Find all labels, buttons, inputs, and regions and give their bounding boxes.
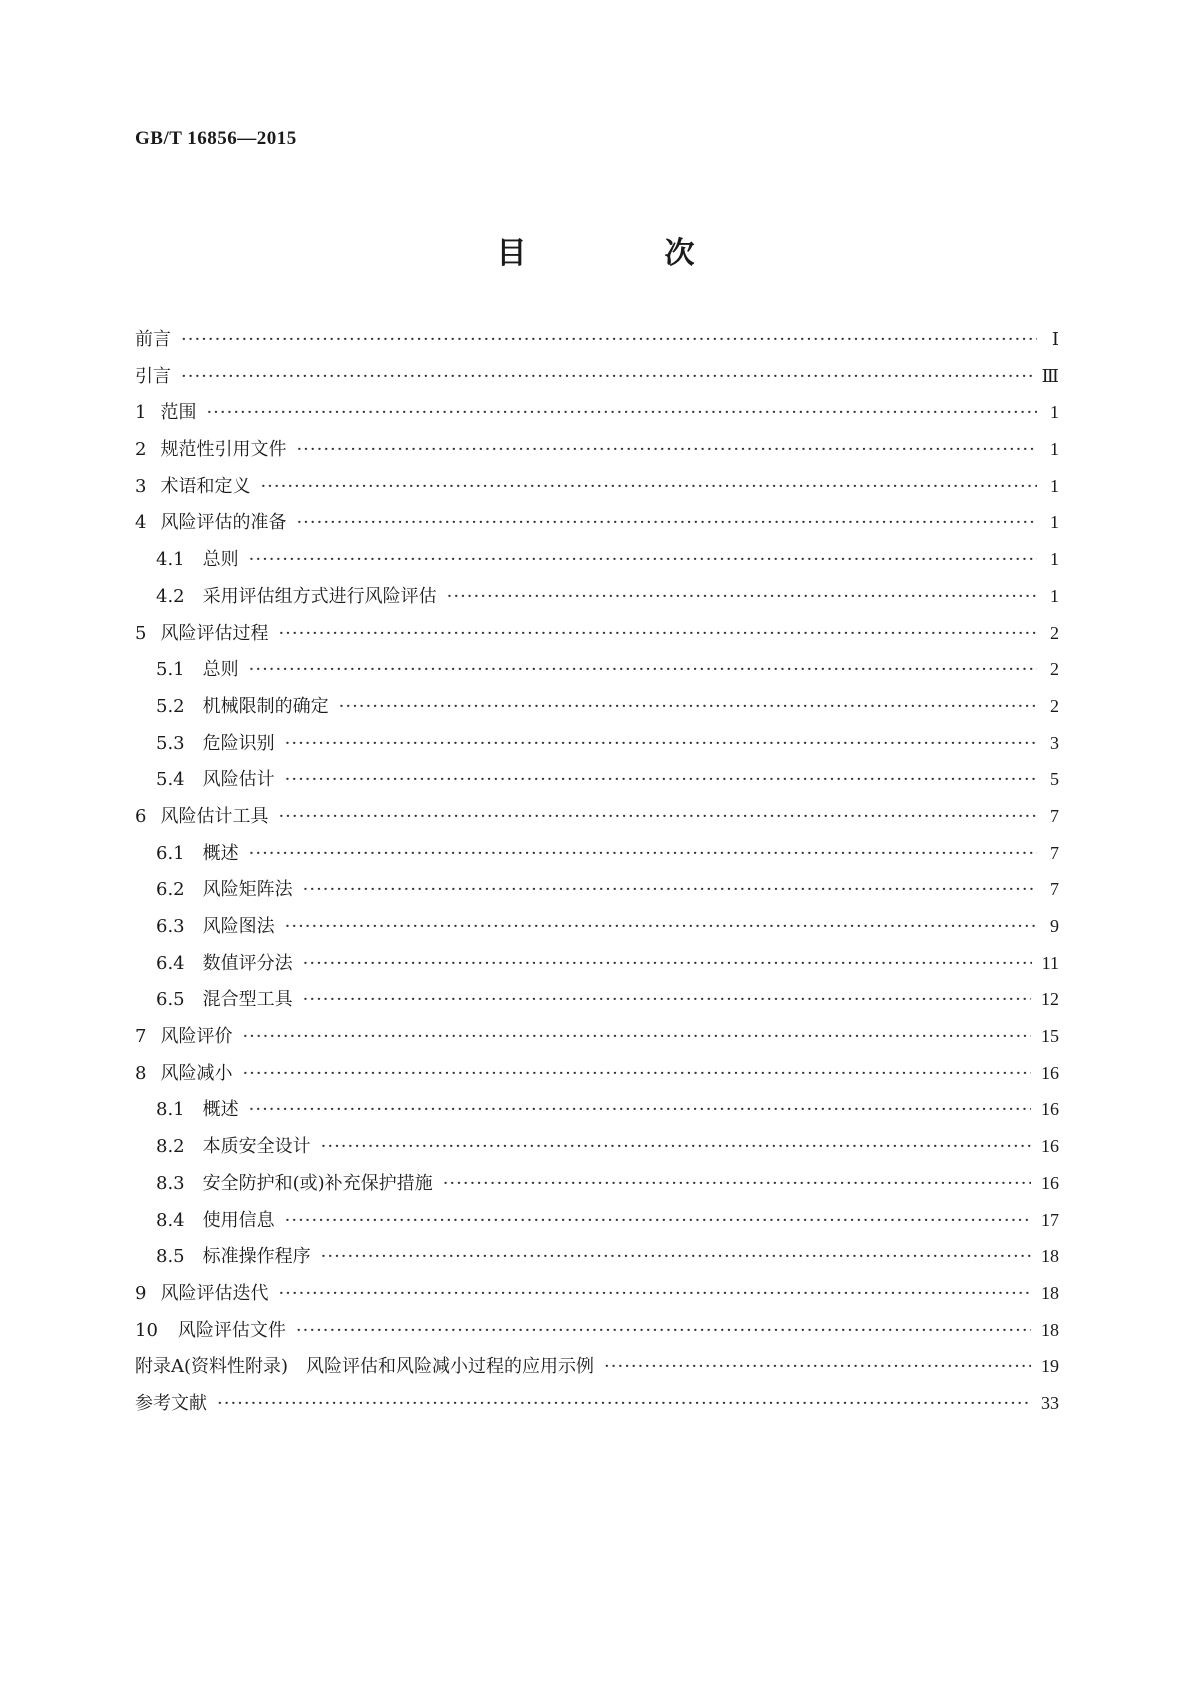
toc-leader-dots bbox=[242, 1063, 1031, 1084]
toc-entry-text: 范围 bbox=[160, 402, 197, 424]
toc-entry[interactable] bbox=[135, 362, 1059, 399]
toc-entry-number: 8.5 bbox=[156, 1246, 185, 1268]
toc-leader-dots bbox=[181, 329, 1037, 350]
toc-entry-text: 附录A(资料性附录) 风险评估和风险减小过程的应用示例 bbox=[135, 1356, 595, 1378]
toc-entry-page: 5 bbox=[1050, 769, 1059, 790]
toc-entry-label bbox=[156, 655, 239, 681]
toc-entry[interactable] bbox=[135, 985, 1059, 1022]
toc-entry-number: 4.1 bbox=[156, 549, 185, 571]
toc-entry-number: 5.4 bbox=[156, 769, 185, 791]
toc-leader-dots bbox=[278, 623, 1037, 644]
toc-entry-label bbox=[156, 765, 275, 791]
toc-entry-page: Ⅰ bbox=[1051, 329, 1059, 349]
toc-entry-label bbox=[156, 949, 293, 975]
toc-entry-page: Ⅲ bbox=[1041, 365, 1059, 386]
toc-entry-page: 1 bbox=[1050, 585, 1059, 606]
toc-entry-text: 机械限制的确定 bbox=[202, 695, 329, 717]
toc-entry-label bbox=[135, 1279, 268, 1305]
toc-entry-number: 9 bbox=[135, 1282, 147, 1304]
toc-entry-number: 6.2 bbox=[156, 879, 185, 901]
toc-entry-label bbox=[135, 1352, 594, 1378]
toc-entry-page: 2 bbox=[1050, 695, 1059, 716]
toc-entry-label bbox=[135, 1316, 286, 1342]
toc-entry-page: 7 bbox=[1050, 842, 1059, 863]
toc-entry-label bbox=[156, 692, 329, 718]
toc-leader-dots bbox=[249, 843, 1037, 864]
toc-leader-dots bbox=[296, 512, 1037, 533]
toc-entry-label bbox=[135, 472, 250, 498]
toc-leader-dots bbox=[217, 1393, 1031, 1414]
toc-entry-number: 10 bbox=[135, 1319, 158, 1341]
toc-leader-dots bbox=[249, 1099, 1031, 1120]
toc-entry[interactable] bbox=[135, 1169, 1059, 1206]
toc-leader-dots bbox=[443, 1173, 1031, 1194]
toc-entry-label bbox=[135, 1022, 232, 1048]
toc-leader-dots bbox=[278, 806, 1037, 827]
toc-entry-label bbox=[156, 912, 275, 938]
toc-entry-text: 风险评估文件 bbox=[177, 1319, 286, 1341]
toc-entry-text: 混合型工具 bbox=[202, 989, 293, 1011]
toc-leader-dots bbox=[296, 1320, 1031, 1341]
toc-entry-label bbox=[135, 435, 286, 461]
toc-entry-page: 16 bbox=[1041, 1172, 1059, 1193]
toc-entry[interactable] bbox=[135, 1059, 1059, 1096]
toc-entry[interactable] bbox=[135, 545, 1059, 582]
toc-entry-text: 风险减小 bbox=[160, 1062, 233, 1084]
toc-entry-page: 17 bbox=[1041, 1209, 1059, 1230]
toc-entry-page: 18 bbox=[1041, 1319, 1059, 1340]
toc-entry-number: 2 bbox=[135, 439, 147, 461]
toc-entry[interactable] bbox=[135, 1132, 1059, 1169]
toc-entry-page: 7 bbox=[1050, 879, 1059, 900]
toc-entry-number: 7 bbox=[135, 1026, 147, 1048]
toc-entry-page: 9 bbox=[1050, 916, 1059, 936]
toc-entry[interactable] bbox=[135, 1279, 1059, 1316]
toc-entry-text: 危险识别 bbox=[202, 732, 275, 754]
toc-entry-number: 5.3 bbox=[156, 732, 185, 754]
toc-entry-number: 3 bbox=[135, 475, 147, 497]
toc-leader-dots bbox=[181, 366, 1032, 387]
toc-entry-page: 12 bbox=[1041, 989, 1059, 1010]
toc-entry-label bbox=[135, 325, 171, 351]
toc-entry-text: 概述 bbox=[202, 1099, 239, 1121]
toc-leader-dots bbox=[303, 989, 1031, 1010]
toc-entry[interactable] bbox=[135, 619, 1059, 656]
toc-entry-text: 采用评估组方式进行风险评估 bbox=[202, 585, 437, 607]
toc-entry[interactable] bbox=[135, 1242, 1059, 1279]
toc-entry-text: 风险图法 bbox=[202, 916, 275, 937]
toc-entry-text: 引言 bbox=[135, 365, 171, 387]
toc-entry-label bbox=[156, 1132, 311, 1158]
toc-entry[interactable] bbox=[135, 912, 1059, 949]
standard-code: GB/T 16856—2015 bbox=[135, 128, 297, 149]
toc-entry-number: 5.2 bbox=[156, 695, 185, 717]
toc-entry-page: 2 bbox=[1050, 659, 1059, 680]
toc-entry[interactable] bbox=[135, 398, 1059, 435]
toc-entry-number: 6.4 bbox=[156, 952, 185, 974]
toc-leader-dots bbox=[604, 1356, 1031, 1377]
toc-entry-page: 11 bbox=[1041, 952, 1059, 973]
toc-entry-page: 1 bbox=[1050, 549, 1059, 570]
toc-entry-number: 8 bbox=[135, 1062, 147, 1084]
toc-leader-dots bbox=[321, 1136, 1031, 1157]
toc-entry-number: 8.4 bbox=[156, 1209, 185, 1231]
toc-entry-page: 16 bbox=[1041, 1062, 1059, 1083]
toc-entry-text: 数值评分法 bbox=[202, 952, 293, 974]
toc-entry-number: 5.1 bbox=[156, 659, 185, 681]
toc-entry-number: 8.2 bbox=[156, 1136, 185, 1158]
toc-entry-page: 16 bbox=[1041, 1099, 1059, 1120]
toc-entry-label bbox=[156, 985, 293, 1011]
toc-entry-label bbox=[156, 839, 239, 865]
toc-entry-label bbox=[156, 1206, 275, 1232]
toc-leader-dots bbox=[285, 916, 1037, 937]
toc-entry-label bbox=[156, 729, 275, 755]
toc-entry-text: 风险评估迭代 bbox=[160, 1282, 269, 1304]
toc-entry-label bbox=[156, 1242, 311, 1268]
toc-entry-number: 1 bbox=[135, 402, 147, 424]
toc-entry-page: 33 bbox=[1041, 1392, 1059, 1413]
toc-entry-number: 6.3 bbox=[156, 916, 185, 937]
toc-entry-label bbox=[156, 1169, 433, 1195]
toc-leader-dots bbox=[242, 1026, 1031, 1047]
toc-leader-dots bbox=[285, 733, 1037, 754]
toc-entry-page: 2 bbox=[1050, 622, 1059, 643]
toc-entry-text: 总则 bbox=[202, 549, 239, 571]
toc-entry[interactable] bbox=[135, 1352, 1059, 1389]
toc-entry-page: 19 bbox=[1041, 1356, 1059, 1377]
toc-entry-text: 标准操作程序 bbox=[202, 1246, 311, 1268]
toc-entry-text: 术语和定义 bbox=[160, 475, 251, 497]
toc-entry-page: 7 bbox=[1050, 805, 1059, 826]
toc-leader-dots bbox=[249, 549, 1037, 570]
toc-entry[interactable] bbox=[135, 692, 1059, 729]
toc-leader-dots bbox=[303, 879, 1037, 900]
toc-entry-page: 18 bbox=[1041, 1246, 1059, 1267]
toc-entry-text: 风险评估过程 bbox=[160, 622, 269, 644]
toc-leader-dots bbox=[278, 1283, 1031, 1304]
toc-entry-label bbox=[135, 1059, 232, 1085]
toc-entry-label bbox=[135, 362, 171, 388]
toc-leader-dots bbox=[339, 696, 1037, 717]
toc-entry-text: 参考文献 bbox=[135, 1392, 207, 1414]
toc-entry[interactable] bbox=[135, 729, 1059, 766]
toc-entry-number: 8.3 bbox=[156, 1172, 185, 1194]
toc-entry[interactable] bbox=[135, 1022, 1059, 1059]
toc-entry-page: 1 bbox=[1050, 475, 1059, 496]
toc-entry-label bbox=[156, 582, 437, 608]
toc-leader-dots bbox=[303, 953, 1032, 974]
toc-entry-page: 18 bbox=[1041, 1282, 1059, 1303]
toc-leader-dots bbox=[321, 1246, 1031, 1267]
toc-entry-number: 5 bbox=[135, 622, 147, 644]
toc-entry[interactable] bbox=[135, 802, 1059, 839]
toc-entry-label bbox=[156, 875, 293, 901]
toc-entry-text: 规范性引用文件 bbox=[160, 439, 287, 461]
toc-entry[interactable] bbox=[135, 875, 1059, 912]
toc-entry-text: 风险估计 bbox=[202, 769, 275, 791]
toc-entry-number: 4.2 bbox=[156, 585, 185, 607]
toc-entry-page: 3 bbox=[1050, 732, 1059, 753]
toc-entry-number: 8.1 bbox=[156, 1099, 185, 1121]
toc-entry[interactable] bbox=[135, 582, 1059, 619]
toc-leader-dots bbox=[249, 659, 1037, 680]
toc-leader-dots bbox=[206, 402, 1037, 423]
toc-entry[interactable] bbox=[135, 839, 1059, 876]
toc-entry-text: 安全防护和(或)补充保护措施 bbox=[202, 1172, 433, 1194]
toc-entry-page: 1 bbox=[1050, 512, 1059, 533]
toc-entry-label bbox=[135, 619, 268, 645]
toc-entry[interactable] bbox=[135, 1095, 1059, 1132]
toc-entry[interactable] bbox=[135, 1389, 1059, 1426]
toc-entry-text: 概述 bbox=[202, 842, 239, 864]
toc-entry-number: 4 bbox=[135, 512, 147, 534]
toc-entry-label bbox=[135, 508, 286, 534]
toc-entry[interactable] bbox=[135, 325, 1059, 362]
toc-entry-page: 1 bbox=[1050, 439, 1059, 460]
toc-entry-text: 风险评估的准备 bbox=[160, 512, 287, 534]
toc-entry[interactable] bbox=[135, 472, 1059, 509]
table-of-contents bbox=[135, 325, 1059, 1426]
toc-entry-page: 1 bbox=[1050, 402, 1059, 423]
toc-leader-dots bbox=[260, 476, 1037, 497]
toc-leader-dots bbox=[447, 586, 1037, 607]
toc-entry-label bbox=[135, 398, 196, 424]
toc-entry-text: 风险评价 bbox=[160, 1026, 233, 1048]
page-title: 目 次 bbox=[496, 236, 749, 271]
toc-entry[interactable] bbox=[135, 1206, 1059, 1243]
toc-leader-dots bbox=[285, 769, 1037, 790]
toc-entry[interactable] bbox=[135, 508, 1059, 545]
toc-entry-text: 本质安全设计 bbox=[202, 1136, 311, 1158]
toc-entry[interactable] bbox=[135, 949, 1059, 986]
toc-entry-label bbox=[156, 545, 239, 571]
toc-entry-page: 16 bbox=[1041, 1136, 1059, 1157]
toc-entry-number: 6.1 bbox=[156, 842, 185, 864]
toc-entry-number: 6.5 bbox=[156, 989, 185, 1011]
toc-entry-text: 前言 bbox=[135, 329, 171, 350]
toc-entry[interactable] bbox=[135, 1316, 1059, 1353]
toc-entry-text: 风险矩阵法 bbox=[202, 879, 293, 901]
toc-entry-label bbox=[135, 1389, 207, 1415]
toc-entry-page: 15 bbox=[1041, 1026, 1059, 1047]
toc-entry[interactable] bbox=[135, 765, 1059, 802]
toc-entry-text: 总则 bbox=[202, 659, 239, 681]
toc-leader-dots bbox=[285, 1210, 1031, 1231]
toc-entry-text: 使用信息 bbox=[202, 1209, 275, 1231]
toc-leader-dots bbox=[296, 439, 1037, 460]
toc-entry-label bbox=[156, 1095, 239, 1121]
toc-entry-number: 6 bbox=[135, 805, 147, 827]
toc-entry-text: 风险估计工具 bbox=[160, 805, 269, 827]
toc-entry[interactable] bbox=[135, 655, 1059, 692]
toc-entry[interactable] bbox=[135, 435, 1059, 472]
toc-entry-label bbox=[135, 802, 268, 828]
